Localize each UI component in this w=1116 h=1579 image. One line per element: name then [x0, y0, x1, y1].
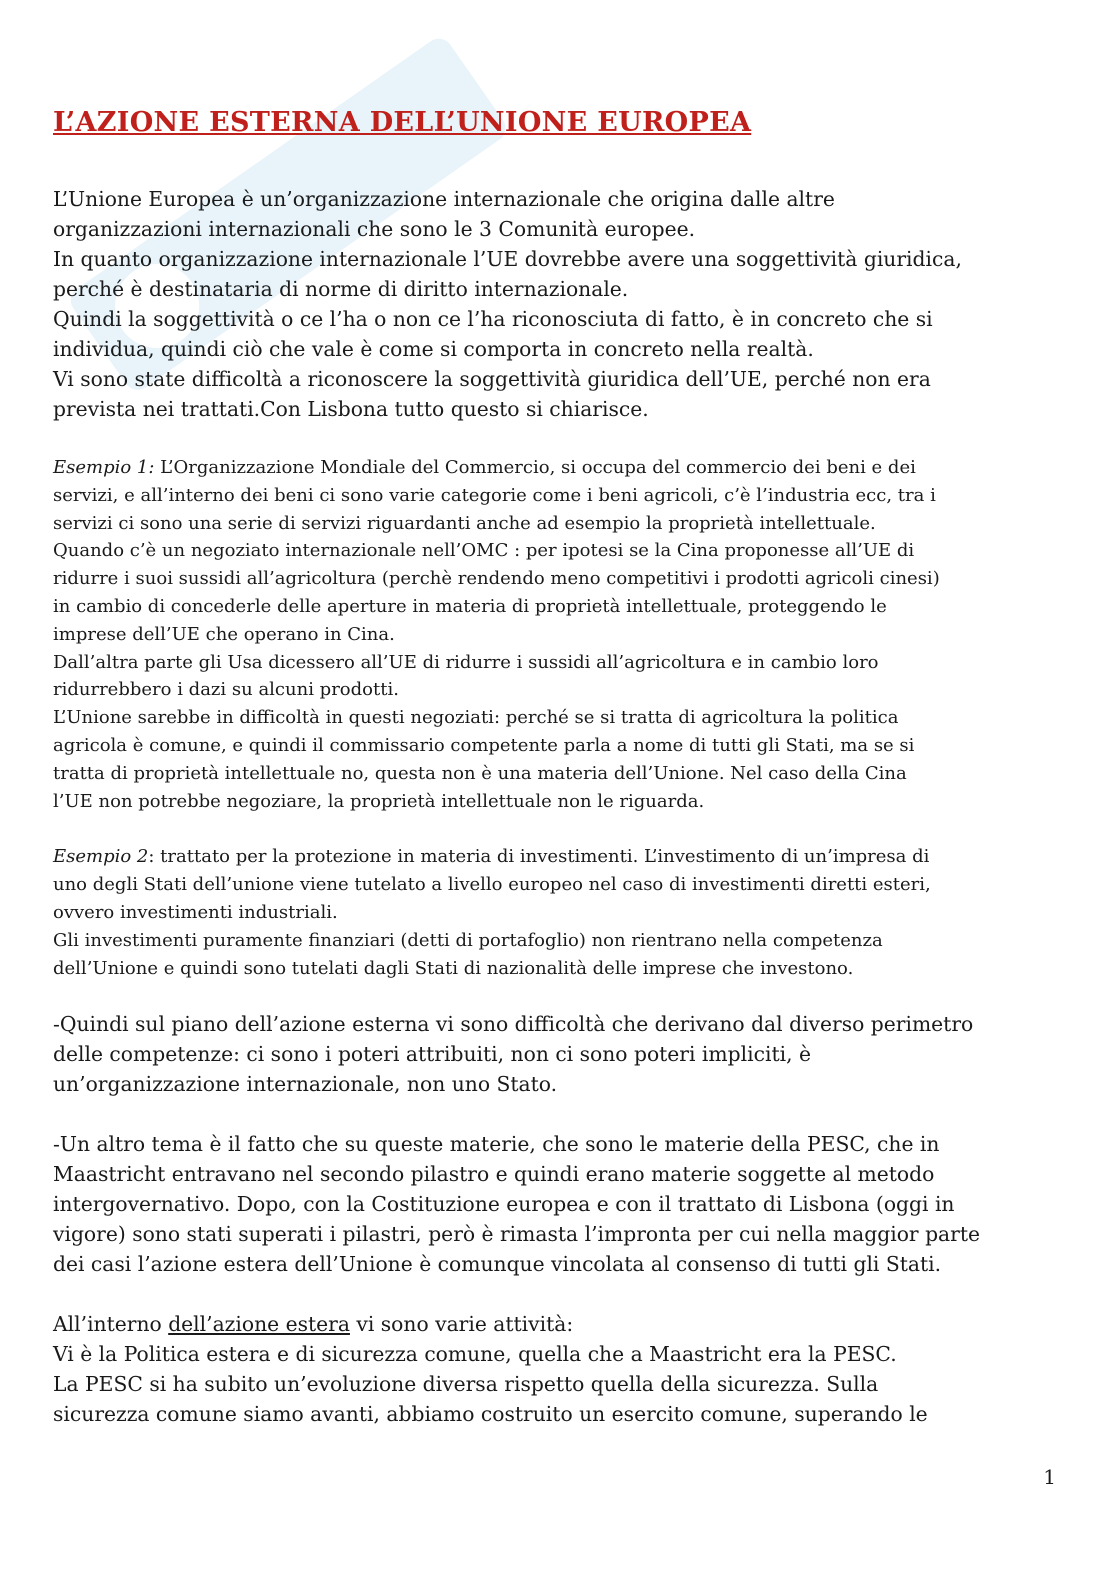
example-2-first-line	[53, 843, 1063, 871]
external-action-first-line	[53, 1309, 1063, 1339]
example-2-line: ovvero investimenti industriali.	[53, 901, 338, 923]
example-1-line: ridurre i suoi sussidi all’agricoltura (perchè rendendo meno competitivi i prodotti agricoli cinesi)	[53, 568, 940, 590]
pesc-paragraph	[53, 1129, 1063, 1279]
example-1-paragraph	[53, 454, 1063, 815]
pesc-line: intergovernativo. Dopo, con la Costituzione europea e con il trattato di Lisbona (oggi in	[53, 1192, 955, 1217]
intro-line: prevista nei trattati.Con Lisbona tutto questo si chiarisce.	[53, 397, 649, 421]
external-action-line: Vi è la Politica estera e di sicurezza comune, quella che a Maastricht era la PESC.	[53, 1342, 897, 1367]
example-1-line: Dall’altra parte gli Usa dicessero all’UE di ridurre i sussidi all’agricoltura e in cambio loro	[53, 651, 879, 673]
pesc-line: Maastricht entravano nel secondo pilastro e quindi erano materie soggette al metodo	[53, 1162, 935, 1187]
intro-line: Vi sono state difficoltà a riconoscere la soggettività giuridica dell’UE, perché non era	[53, 367, 931, 391]
example-2-label: Esempio 2	[53, 846, 149, 868]
external-action-suffix: vi sono varie attività:	[349, 1312, 574, 1337]
intro-line: perché è destinataria di norme di diritto internazionale.	[53, 277, 629, 301]
example-2-paragraph	[53, 843, 1063, 982]
competences-line: delle competenze: ci sono i poteri attribuiti, non ci sono poteri impliciti, è	[53, 1042, 811, 1067]
competences-paragraph	[53, 1009, 1063, 1099]
document-title: L’AZIONE ESTERNA DELL’UNIONE EUROPEA	[53, 107, 752, 138]
example-1-line: servizi, e all’interno dei beni ci sono varie categorie come i beni agricoli, c’è l’industria ecc, tra i	[53, 484, 936, 506]
example-1-line: in cambio di concederle delle aperture in materia di proprietà intellettuale, proteggendo le	[53, 595, 887, 617]
example-1-line: l’UE non potrebbe negoziare, la proprietà intellettuale non le riguarda.	[53, 790, 705, 812]
intro-line: In quanto organizzazione internazionale l’UE dovrebbe avere una soggettività giuridica,	[53, 247, 962, 271]
competences-line: -Quindi sul piano dell’azione esterna vi sono difficoltà che derivano dal diverso perimetro	[53, 1012, 974, 1037]
example-1-line: ridurrebbero i dazi su alcuni prodotti.	[53, 679, 399, 701]
example-1-line: imprese dell’UE che operano in Cina.	[53, 623, 395, 645]
example-2-text: : trattato per la protezione in materia di investimenti. L’investimento di un’impresa di	[148, 846, 930, 868]
example-2-line: dell’Unione e quindi sono tutelati dagli Stati di nazionalità delle imprese che investono.	[53, 957, 854, 979]
intro-line: organizzazioni internazionali che sono le 3 Comunità europee.	[53, 217, 696, 241]
external-action-line: La PESC si ha subito un’evoluzione diversa rispetto quella della sicurezza. Sulla	[53, 1372, 879, 1397]
pesc-line: dei casi l’azione estera dell’Unione è comunque vincolata al consenso di tutti gli Stati.	[53, 1252, 942, 1277]
example-1-text: L’Organizzazione Mondiale del Commercio, si occupa del commercio dei beni e dei	[154, 457, 916, 478]
example-1-label: Esempio 1:	[53, 457, 155, 478]
intro-line: L’Unione Europea è un’organizzazione internazionale che origina dalle altre	[53, 187, 835, 211]
pesc-line: -Un altro tema è il fatto che su queste materie, che sono le materie della PESC, che in	[53, 1132, 940, 1157]
competences-line: un’organizzazione internazionale, non uno Stato.	[53, 1072, 558, 1097]
example-1-line: Quando c’è un negoziato internazionale nell’OMC : per ipotesi se la Cina proponesse all’UE di	[53, 540, 915, 562]
example-1-line: tratta di proprietà intellettuale no, questa non è una materia dell’Unione. Nel caso della Cina	[53, 762, 907, 784]
intro-paragraph	[53, 184, 1063, 424]
example-1-first-line	[53, 454, 1063, 482]
example-1-line: agricola è comune, e quindi il commissario competente parla a nome di tutti gli Stati, ma se si	[53, 734, 915, 756]
page-number: 1	[1043, 1465, 1056, 1489]
external-action-prefix: All’interno	[53, 1312, 169, 1337]
document-page	[53, 106, 1063, 1429]
example-1-line: L’Unione sarebbe in difficoltà in questi negoziati: perché se si tratta di agricoltura la politica	[53, 707, 899, 729]
intro-line: Quindi la soggettività o ce l’ha o non ce l’ha riconosciuta di fatto, è in concreto che si	[53, 307, 933, 331]
example-1-line: servizi ci sono una serie di servizi riguardanti anche ad esempio la proprietà intellettuale.	[53, 512, 876, 534]
example-2-line: uno degli Stati dell’unione viene tutelato a livello europeo nel caso di investimenti diretti esteri,	[53, 874, 931, 896]
pesc-line: vigore) sono stati superati i pilastri, però è rimasta l’impronta per cui nella maggior parte	[53, 1222, 980, 1247]
external-action-paragraph	[53, 1309, 1063, 1429]
external-action-line: sicurezza comune siamo avanti, abbiamo costruito un esercito comune, superando le	[53, 1402, 928, 1427]
example-2-line: Gli investimenti puramente finanziari (detti di portafoglio) non rientrano nella competenza	[53, 929, 883, 951]
external-action-underlined: dell’azione estera	[168, 1312, 350, 1337]
intro-line: individua, quindi ciò che vale è come si comporta in concreto nella realtà.	[53, 337, 814, 361]
